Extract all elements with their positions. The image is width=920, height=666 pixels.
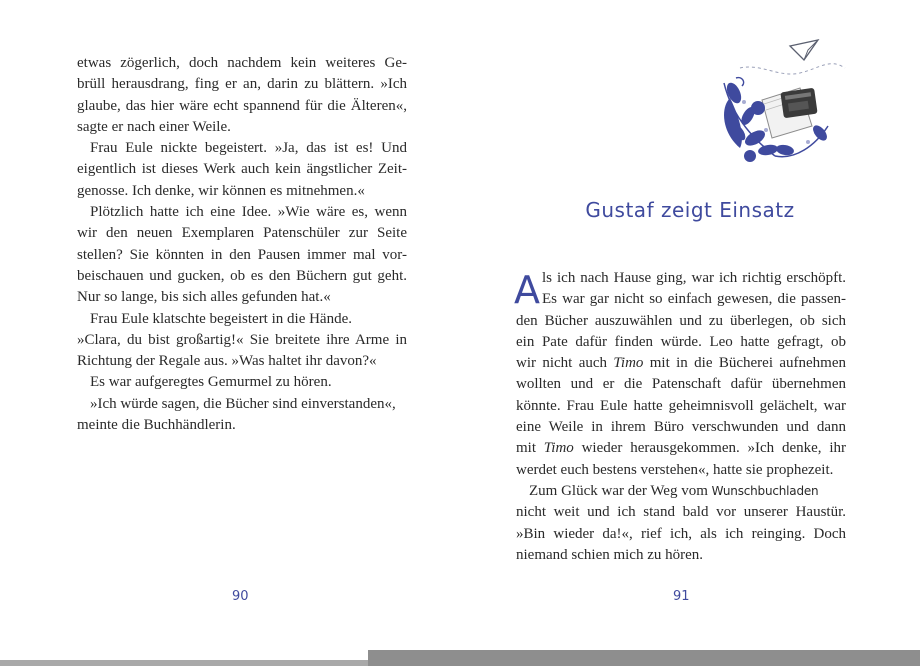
text-line: wollten und er die Patenschaft dafür übernehmen bbox=[516, 376, 846, 393]
bottom-edge-right bbox=[368, 650, 920, 666]
typewriter-flowers-paper-plane-illustration bbox=[700, 38, 860, 168]
text-line: eigentlich ist dieses Werk auch kein ängstlicher Zeit- bbox=[77, 161, 407, 178]
text-line: brüll herausdrang, fing er an, darin zu blättern. »Ich bbox=[77, 76, 407, 93]
text-line: Richtung der Regale aus. »Was haltet ihr davon?« bbox=[77, 353, 377, 370]
text-line: Es war aufgeregtes Gemurmel zu hören. bbox=[90, 374, 332, 391]
text-line: werdet euch bestens verstehen«, hatte sie prophezeit. bbox=[516, 461, 834, 478]
handwritten-word: Wunschbuchladen bbox=[711, 483, 819, 498]
text-line: wir nicht auch Timo mit in die Bücherei aufnehmen bbox=[516, 355, 846, 372]
text-line: könnte. Frau Eule hatte geheimnisvoll gelächelt, war bbox=[516, 397, 846, 414]
text-line: mit Timo wieder herausgekommen. »Ich denke, ihr bbox=[516, 440, 846, 457]
left-page-text bbox=[77, 53, 407, 436]
right-page-text bbox=[516, 268, 846, 566]
page-number-right: 91 bbox=[673, 589, 690, 604]
text-line: ein Pate dafür finden würde. Leo hatte gefragt, ob bbox=[516, 333, 846, 350]
text-line: stellen? Sie könnten in den Pausen immer mal vor- bbox=[77, 246, 407, 263]
text-line: genosse. Ich denke, wir können es mitnehmen.« bbox=[77, 182, 365, 199]
text-line: glaube, das hier wäre echt spannend für die Älteren«, bbox=[77, 97, 407, 114]
bottom-edge-left bbox=[0, 660, 368, 666]
text-line: wir den neuen Exemplaren Patenschüler zur Seite bbox=[77, 225, 407, 242]
text-line: »Ich würde sagen, die Bücher sind einverstanden«, bbox=[90, 395, 396, 412]
right-page bbox=[460, 0, 920, 650]
text-line: Frau Eule nickte begeistert. »Ja, das ist es! Und bbox=[90, 140, 407, 157]
drop-cap: A bbox=[514, 268, 540, 312]
text-line: Zum Glück war der Weg vom Wunschbuchladen bbox=[529, 482, 819, 499]
text-line: A ls ich nach Hause ging, war ich richtig erschöpft. bbox=[514, 268, 846, 312]
text-line: etwas zögerlich, doch nachdem kein weiteres Ge- bbox=[77, 55, 407, 71]
text-line: Nur so lange, bis sich alles gefunden hat.« bbox=[77, 289, 331, 306]
text-line: beischauen und gucken, ob es den Büchern gut geht. bbox=[77, 267, 407, 284]
text-line: Plötzlich hatte ich eine Idee. »Wie wäre es, wenn bbox=[90, 204, 407, 221]
text-line: sagte er nach einer Weile. bbox=[77, 118, 231, 135]
chapter-title: Gustaf zeigt Einsatz bbox=[585, 198, 795, 222]
page-number-left: 90 bbox=[232, 589, 249, 604]
left-page bbox=[0, 0, 460, 650]
text-line: niemand schien mich zu hören. bbox=[516, 546, 704, 563]
text-line: meinte die Buchhändlerin. bbox=[77, 417, 236, 434]
text-line: »Clara, du bist großartig!« Sie breitete ihre Arme in bbox=[77, 331, 407, 348]
text-line: Frau Eule klatschte begeistert in die Hände. bbox=[90, 310, 352, 327]
text-line: Es war gar nicht so einfach gewesen, die passen- bbox=[542, 291, 846, 308]
text-line: nicht weit und ich stand bald vor unserer Haustür. bbox=[516, 504, 846, 521]
text-line: den Bücher auszuwählen und zu überlegen, ob sich bbox=[516, 312, 846, 329]
text-line: eine Weile in ihrem Büro verschwunden und dann bbox=[516, 419, 846, 436]
text-line: »Bin wieder da!«, rief ich, als ich reinging. Doch bbox=[516, 525, 846, 542]
